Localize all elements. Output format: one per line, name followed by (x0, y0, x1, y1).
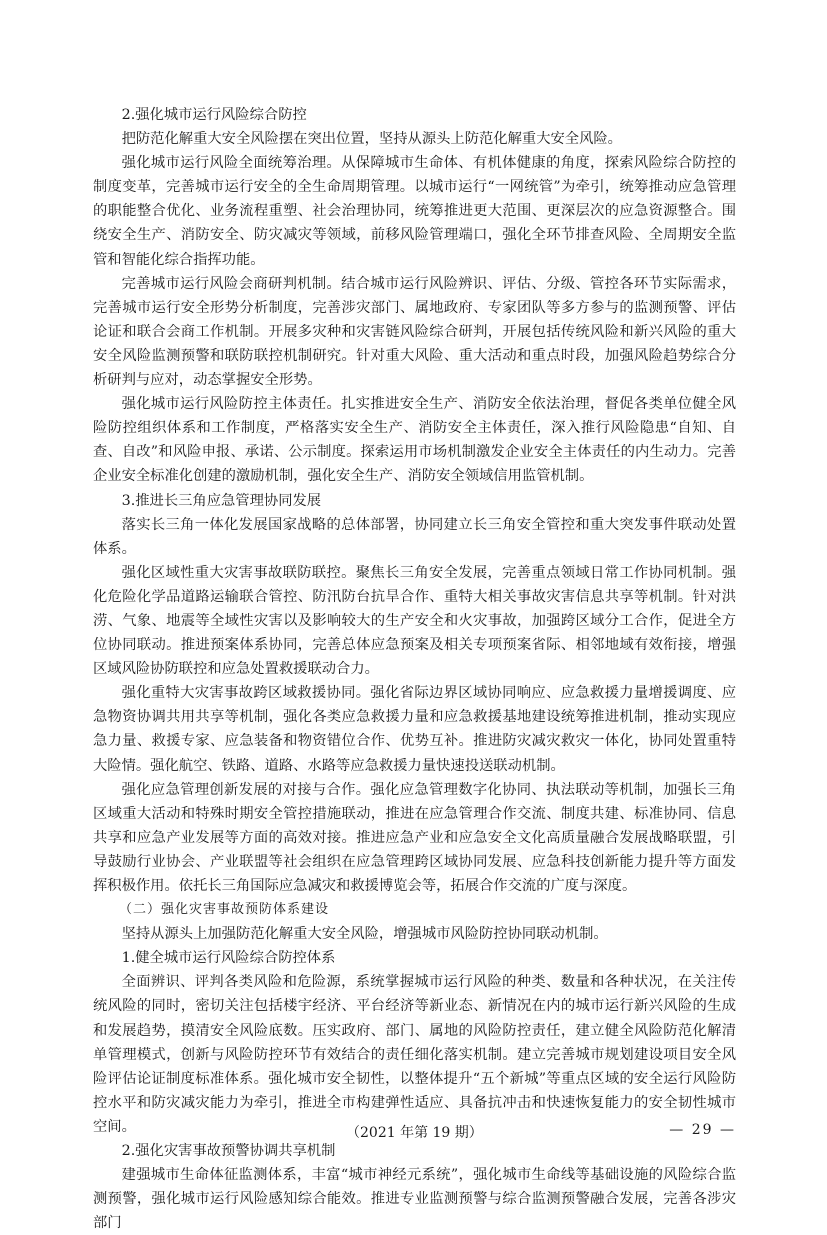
paragraph: 强化城市运行风险防控主体责任。扎实推进安全生产、消防安全依法治理，督促各类单位健全风险防控组织体系和工作制度，严格落实安全生产、消防安全主体责任，深入推行风险隐患“自知、自查、自改”和风险申报、承诺、公示制度。探索运用市场机制激发企业安全主体责任的内生动力。完善企业安全标准化创建的激励机制，强化安全生产、消防安全领域信用监管机制。 (93, 396, 736, 485)
chapter-heading: （二）强化灾害事故预防体系建设 (119, 902, 330, 918)
paragraph: 落实长三角一体化发展国家战略的总体部署，协同建立长三角安全管控和重大突发事件联动处置体系。 (93, 516, 736, 557)
paragraph: 强化区域性重大灾害事故联防联控。聚焦长三角安全发展，完善重点领域日常工作协同机制。强化危险化学品道路运输联合管控、防汛防台抗旱合作、重特大相关事故灾害信息共享等机制。针对洪涝、气象、地震等全域性灾害以及影响较大的生产安全和火灾事故，加强跨区域分工合作，促进全方位协同联动。推进预案体系协同，完善总体应急预案及相关专项预案省际、相邻地域有效衔接，增强区域风险协防联控和应急处置救援联动合力。 (93, 564, 736, 678)
paragraph: 完善城市运行风险会商研判机制。结合城市运行风险辨识、评估、分级、管控各环节实际需求，完善城市运行安全形势分析制度，完善涉灾部门、属地政府、专家团队等多方参与的监测预警、评估论证和联合会商工作机制。开展多灾种和灾害链风险综合研判，开展包括传统风险和新兴风险的重大安全风险监测预警和联防联控机制研究。针对重大风险、重大活动和重点时段，加强风险趋势综合分析研判与应对，动态掌握安全形势。 (93, 275, 736, 389)
paragraph: 强化应急管理创新发展的对接与合作。强化应急管理数字化协同、执法联动等机制，加强长三角区域重大活动和特殊时期安全管控措施联动，推进在应急管理合作交流、制度共建、标准协同、信息共享和应急产业发展等方面的高效对接。推进应急产业和应急安全文化高质量融合发展战略联盟，引导鼓励行业协会、产业联盟等社会组织在应急管理跨区域协同发展、应急科技创新能力提升等方面发挥积极作用。依托长三角国际应急减灾和救援博览会等，拓展合作交流的广度与深度。 (93, 781, 736, 894)
paragraph: 建强城市生命体征监测体系，丰富“城市神经元系统”，强化城市生命线等基础设施的风险综合监测预警，强化城市运行风险感知综合能效。推进专业监测预警与综合监测预警融合发展，完善各涉灾部门 (93, 1167, 736, 1232)
section-heading: 2.强化灾害事故预警协调共享机制 (121, 1143, 336, 1160)
page-number: — 29 — (669, 1122, 736, 1138)
section-heading: 3.推进长三角应急管理协同发展 (121, 492, 322, 509)
paragraph: 强化重特大灾害事故跨区域救援协同。强化省际边界区域协同响应、应急救援力量增援调度、应急物资协调共用共享等机制，强化各类应急救援力量和应急救援基地建设统筹推进机制，推动实现应急力量、救援专家、应急装备和物资错位合作、优势互补。推进防灾减灾救灾一体化，协同处置重特大险情。强化航空、铁路、道路、水路等应急救援力量快速投送联动机制。 (93, 685, 736, 774)
body-text (93, 103, 736, 1235)
issue-label: （2021 年第 19 期） (346, 1125, 483, 1141)
section-heading: 1.健全城市运行风险综合防控体系 (121, 950, 336, 967)
section-heading: 2.强化城市运行风险综合防控 (121, 107, 307, 123)
paragraph: 全面辨识、评判各类风险和危险源，系统掌握城市运行风险的种类、数量和各种状况，在关注传统风险的同时，密切关注包括楼宇经济、平台经济等新业态、新情况在内的城市运行新兴风险的生成和发展趋势，摸清安全风险底数。压实政府、部门、属地的风险防控责任，建立健全风险防范化解清单管理模式，创新与风险防控环节有效结合的责任细化落实机制。建立完善城市规划建设项目安全风险评估论证制度标准体系。强化城市安全韧性，以整体提升“五个新城”等重点区域的安全运行风险防控水平和防灾减灾能力为牵引，推进全市构建弹性适应、具备抗冲击和快速恢复能力的安全韧性城市空间。 (93, 974, 736, 1135)
paragraph: 把防范化解重大安全风险摆在突出位置，坚持从源头上防范化解重大安全风险。 (121, 131, 622, 148)
paragraph: 强化城市运行风险全面统筹治理。从保障城市生命体、有机体健康的角度，探索风险综合防控的制度变革，完善城市运行安全的全生命周期管理。以城市运行“一网统管”为牵引，统筹推动应急管理的职能整合优化、业务流程重塑、社会治理协同，统筹推进更大范围、更深层次的应急资源整合。围绕安全生产、消防安全、防灾减灾等领域，前移风险管理端口，强化全环节排查风险、全周期安全监管和智能化综合指挥功能。 (93, 155, 736, 268)
page-footer (93, 1122, 736, 1144)
paragraph: 坚持从源头上加强防范化解重大安全风险，增强城市风险防控协同联动机制。 (121, 926, 608, 943)
